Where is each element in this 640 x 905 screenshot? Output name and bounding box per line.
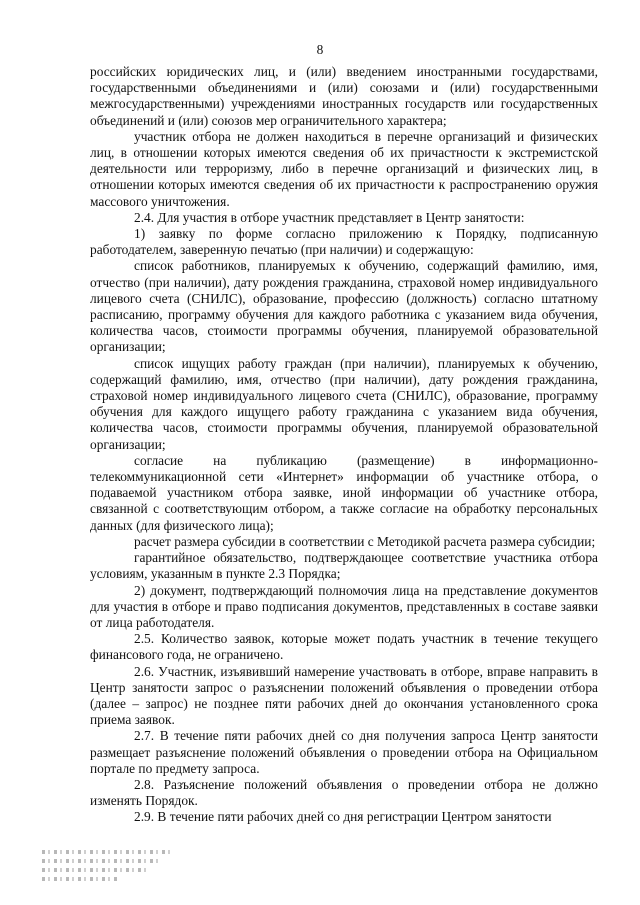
paragraph: российских юридических лиц, и (или) введением иностранными государствами, государственными объединениями и (или) союзами и (или) государственными межгосударственными) учреждениями иностранных государств или государственных объединений и (или) союзов мер ограничительного характера; — [90, 64, 598, 128]
document-body — [90, 64, 598, 826]
paragraph: 2.9. В течение пяти рабочих дней со дня регистрации Центром занятости — [134, 809, 552, 825]
paragraph: 2.5. Количество заявок, которые может подать участник в течение текущего финансового года, не ограничено. — [90, 631, 598, 663]
paragraph: список работников, планируемых к обучению, содержащий фамилию, имя, отчество (при наличии), дату рождения гражданина, страховой номер индивидуального лицевого счета (СНИЛС), образование, профессию (должность) согласно штатному расписанию, программу обучения для каждого работника с указанием вида обучения, количества часов, стоимости программы обучения, планируемой образовательной организации; — [90, 258, 598, 355]
paragraph: 2.7. В течение пяти рабочих дней со дня получения запроса Центр занятости размещает разъяснение положений объявления о проведении отбора на Официальном портале по предмету запроса. — [90, 728, 598, 776]
paragraph: расчет размера субсидии в соответствии с Методикой расчета размера субсидии; — [134, 533, 596, 549]
page-number: 8 — [316, 42, 324, 57]
paragraph: гарантийное обязательство, подтверждающее соответствие участника отбора условиям, указанным в пункте 2.3 Порядка; — [90, 550, 598, 582]
faded-stamp-mark — [42, 845, 172, 895]
paragraph: 2.4. Для участия в отборе участник представляет в Центр занятости: — [134, 209, 525, 225]
paragraph: 2.6. Участник, изъявивший намерение участвовать в отборе, вправе направить в Центр занятости запрос о разъяснении положений объявления о проведении отбора (далее – запрос) не позднее пяти рабочих дней до окончания установленного срока приема заявок. — [90, 663, 598, 728]
paragraph: согласие на публикацию (размещение) в информационно-телекоммуникационной сети «Интернет» информации об участнике отбора, о подаваемой участником отбора заявке, иной информации об участнике отбора, связанной с соответствующим отбором, а также согласие на обработку персональных данных (для физического лица); — [90, 452, 598, 533]
paragraph: 1) заявку по форме согласно приложению к Порядку, подписанную работодателем, заверенную печатью (при наличии) и содержащую: — [90, 226, 598, 258]
paragraph: список ищущих работу граждан (при наличии), планируемых к обучению, содержащий фамилию, имя, отчество (при наличии), дату рождения гражданина, страховой номер индивидуального лицевого счета (СНИЛС), образование, программу обучения для каждого ищущего работу гражданина с указанием вида обучения, количества часов, стоимости программы обучения, планируемой образовательной организации; — [90, 355, 598, 452]
paragraph: 2.8. Разъяснение положений объявления о проведении отбора не должно изменять Порядок. — [90, 776, 598, 809]
paragraph: участник отбора не должен находиться в перечне организаций и физических лиц, в отношении которых имеются сведения об их причастности к экстремистской деятельности или терроризму, либо в перечне организаций и физических лиц, в отношении которых имеются сведения об их причастности к распространению оружия массового уничтожения. — [90, 128, 598, 209]
paragraph: 2) документ, подтверждающий полномочия лица на представление документов для участия в отборе и право подписания документов, представленных в составе заявки от лица работодателя. — [90, 582, 598, 630]
